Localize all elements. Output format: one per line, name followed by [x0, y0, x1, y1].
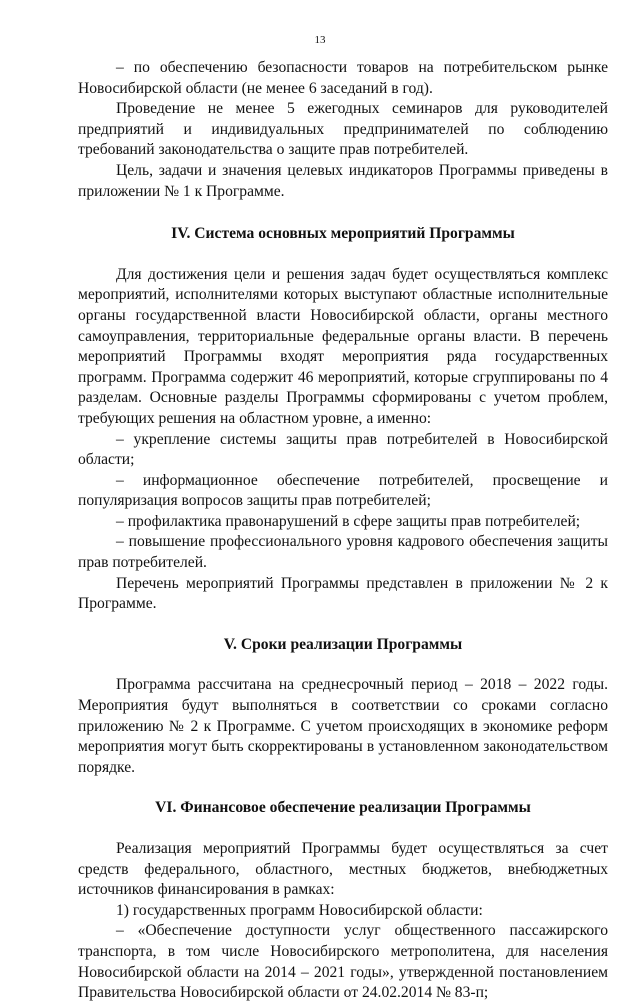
- paragraph: 1) государственных программ Новосибирской области:: [116, 901, 483, 919]
- list-item: – укрепление системы защиты прав потребителей в Новосибирской области;: [78, 430, 608, 469]
- list-item: – повышение профессионального уровня кадрового обеспечения защиты прав потребителей.: [78, 533, 608, 572]
- paragraph: Для достижения цели и решения задач будет осуществляться комплекс мероприятий, исполнителями которых выступают областные исполнительные органы государственной власти Новосибирской области, органы местного самоуправления, территориальные федеральные органы власти. В перечень мероприятий Программы входят мероприятия ряда государственных программ. Программа содержит 46 мероприятий, которые сгруппированы по 4 разделам. Основные разделы Программы сформированы с учетом проблем, требующих решения на областном уровне, а именно:: [78, 265, 608, 427]
- list-item: – информационное обеспечение потребителей, просвещение и популяризация вопросов защиты прав потребителей;: [78, 471, 608, 510]
- paragraph: Программа рассчитана на среднесрочный период – 2018 – 2022 годы. Мероприятия будут выполняться в соответствии со сроками согласно приложению № 2 к Программе. С учетом происходящих в экономике реформ мероприятия могут быть скорректированы в установленном законодательством порядке.: [78, 676, 608, 776]
- section-heading-iv: IV. Система основных мероприятий Программы: [171, 225, 515, 243]
- paragraph: Перечень мероприятий Программы представлен в приложении № 2 к Программе.: [78, 574, 608, 613]
- section-heading-v: V. Сроки реализации Программы: [223, 635, 463, 653]
- document-body: [78, 58, 608, 1004]
- paragraph: Цель, задачи и значения целевых индикаторов Программы приведены в приложении № 1 к Программе.: [78, 161, 608, 200]
- paragraph: Реализация мероприятий Программы будет осуществляться за счет средств федерального, областного, местных бюджетов, внебюджетных источников финансирования в рамках:: [78, 840, 608, 899]
- paragraph: Проведение не менее 5 ежегодных семинаров для руководителей предприятий и индивидуальных предпринимателей по соблюдению требований законодательства о защите прав потребителей.: [78, 100, 608, 159]
- section-heading-vi: VI. Финансовое обеспечение реализации Программы: [155, 799, 531, 817]
- list-item: – «Обеспечение доступности услуг общественного пассажирского транспорта, в том числе Новосибирского метрополитена, для населения Новосибирской области на 2014 – 2021 годы», утвержденной постановлением Правительства Новосибирской области от 24.02.2014 № 83-п;: [78, 922, 608, 1002]
- page-number: 13: [314, 34, 326, 46]
- paragraph: – по обеспечению безопасности товаров на потребительском рынке Новосибирской области (не менее 6 заседаний в год).: [78, 59, 608, 97]
- list-item: – профилактика правонарушений в сфере защиты прав потребителей;: [116, 512, 581, 530]
